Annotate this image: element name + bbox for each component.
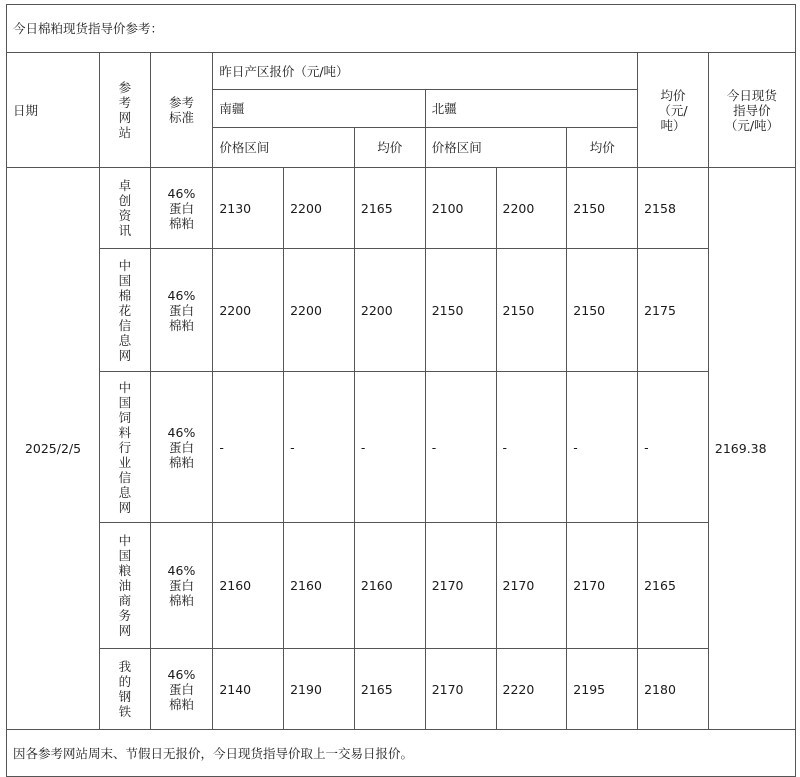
north-high: 2170 xyxy=(496,523,567,649)
south-avg: 2160 xyxy=(354,523,425,649)
south-low: - xyxy=(213,372,284,523)
footer-note: 因各参考网站周末、节假日无报价，今日现货指导价取上一交易日报价。 xyxy=(7,730,796,777)
avg-cell: 2180 xyxy=(638,649,709,730)
header-today-guide: 今日现货指导价（元/吨） xyxy=(708,53,795,168)
south-high: 2190 xyxy=(284,649,355,730)
north-avg: - xyxy=(567,372,638,523)
today-price-cell: 2169.38 xyxy=(708,168,795,730)
table-row xyxy=(7,168,796,249)
header-north-avg: 均价 xyxy=(567,128,638,168)
header-north-range: 价格区间 xyxy=(425,128,567,168)
north-low: 2170 xyxy=(425,649,496,730)
site-cell: 我的钢铁 xyxy=(100,649,151,730)
site-cell: 中国饲料行业信息网 xyxy=(100,372,151,523)
north-avg: 2150 xyxy=(567,249,638,372)
south-low: 2200 xyxy=(213,249,284,372)
south-high: 2160 xyxy=(284,523,355,649)
date-cell: 2025/2/5 xyxy=(7,168,100,730)
north-avg: 2170 xyxy=(567,523,638,649)
north-high: - xyxy=(496,372,567,523)
standard-cell: 46%蛋白棉粕 xyxy=(150,372,213,523)
south-low: 2160 xyxy=(213,523,284,649)
header-south: 南疆 xyxy=(213,90,425,128)
site-cell: 卓创资讯 xyxy=(100,168,151,249)
standard-cell: 46%蛋白棉粕 xyxy=(150,649,213,730)
north-avg: 2150 xyxy=(567,168,638,249)
south-avg: - xyxy=(354,372,425,523)
table-row xyxy=(7,372,796,523)
north-low: 2170 xyxy=(425,523,496,649)
south-avg: 2200 xyxy=(354,249,425,372)
avg-cell: 2158 xyxy=(638,168,709,249)
north-high: 2150 xyxy=(496,249,567,372)
table-row xyxy=(7,649,796,730)
north-high: 2200 xyxy=(496,168,567,249)
north-high: 2220 xyxy=(496,649,567,730)
south-low: 2140 xyxy=(213,649,284,730)
header-site: 参考网站 xyxy=(100,53,151,168)
avg-cell: 2165 xyxy=(638,523,709,649)
table-row xyxy=(7,249,796,372)
avg-cell: - xyxy=(638,372,709,523)
header-north: 北疆 xyxy=(425,90,637,128)
south-avg: 2165 xyxy=(354,649,425,730)
header-south-range: 价格区间 xyxy=(213,128,355,168)
header-date: 日期 xyxy=(7,53,100,168)
table-row xyxy=(7,523,796,649)
avg-cell: 2175 xyxy=(638,249,709,372)
south-high: - xyxy=(284,372,355,523)
south-high: 2200 xyxy=(284,249,355,372)
north-low: - xyxy=(425,372,496,523)
site-cell: 中国粮油商务网 xyxy=(100,523,151,649)
standard-cell: 46%蛋白棉粕 xyxy=(150,168,213,249)
header-south-avg: 均价 xyxy=(354,128,425,168)
standard-cell: 46%蛋白棉粕 xyxy=(150,523,213,649)
north-low: 2150 xyxy=(425,249,496,372)
south-avg: 2165 xyxy=(354,168,425,249)
site-cell: 中国棉花信息网 xyxy=(100,249,151,372)
south-high: 2200 xyxy=(284,168,355,249)
north-avg: 2195 xyxy=(567,649,638,730)
header-avg-all: 均价（元/吨） xyxy=(638,53,709,168)
price-table xyxy=(6,4,796,777)
north-low: 2100 xyxy=(425,168,496,249)
standard-cell: 46%蛋白棉粕 xyxy=(150,249,213,372)
table-title: 今日棉粕现货指导价参考： xyxy=(7,5,796,53)
south-low: 2130 xyxy=(213,168,284,249)
header-standard: 参考标准 xyxy=(150,53,213,168)
header-yesterday-group: 昨日产区报价（元/吨） xyxy=(213,53,638,90)
